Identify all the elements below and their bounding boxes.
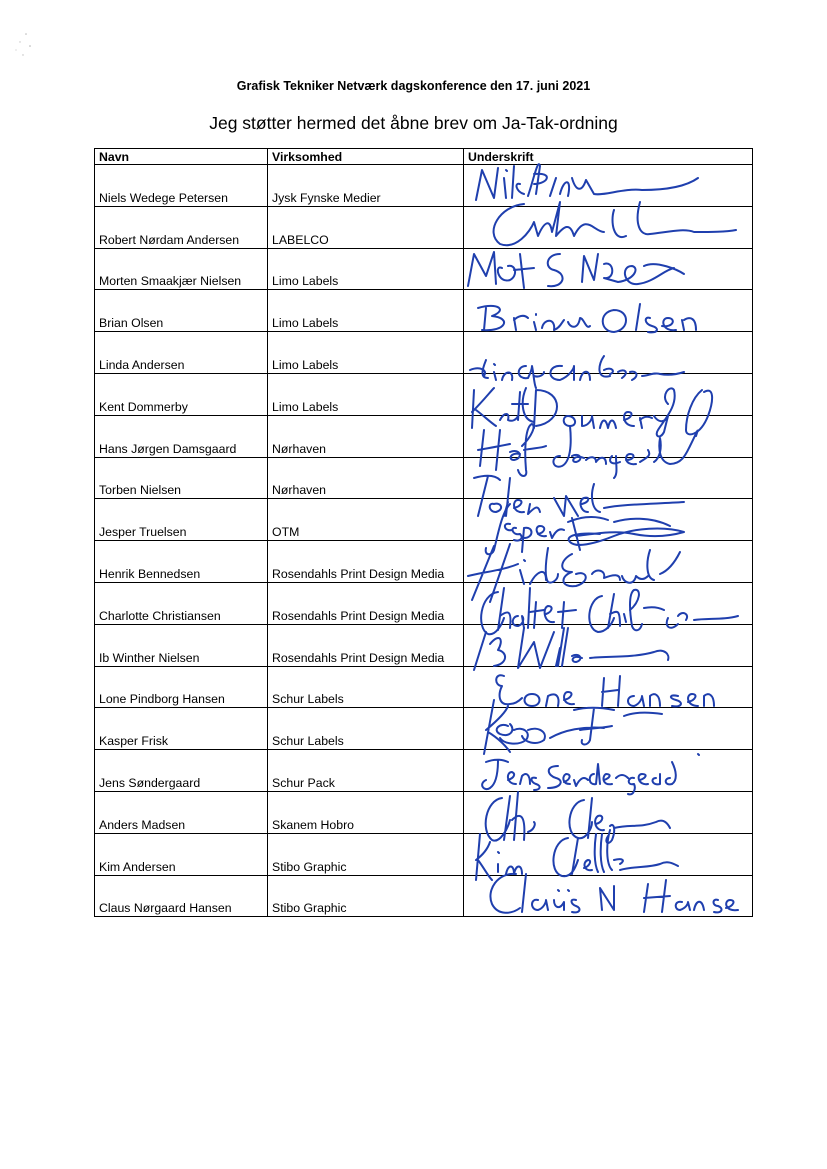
company-cell: Limo Labels [268, 248, 464, 290]
company-cell: OTM [268, 499, 464, 541]
signature-cell [464, 708, 753, 750]
signature-cell [464, 373, 753, 415]
company-cell: Rosendahls Print Design Media [268, 541, 464, 583]
name-cell: Linda Andersen [95, 332, 268, 374]
signature-cell [464, 206, 753, 248]
company-cell: Schur Labels [268, 666, 464, 708]
conference-title: Grafisk Tekniker Netværk dagskonference den 17. juni 2021 [236, 79, 591, 93]
name-cell: Jesper Truelsen [95, 499, 268, 541]
table-row [95, 499, 753, 541]
table-row [95, 373, 753, 415]
name-cell: Kent Dommerby [95, 373, 268, 415]
signature-cell [464, 332, 753, 374]
table-row [95, 708, 753, 750]
petition-statement: Jeg støtter hermed det åbne brev om Ja-Tak-ordning [209, 113, 618, 133]
name-cell: Brian Olsen [95, 290, 268, 332]
table-row [95, 833, 753, 875]
header-signature: Underskrift [464, 149, 753, 165]
signature-cell [464, 791, 753, 833]
table-row [95, 332, 753, 374]
company-cell: Limo Labels [268, 332, 464, 374]
signature-cell [464, 457, 753, 499]
header-company: Virksomhed [268, 149, 464, 165]
name-cell: Kim Andersen [95, 833, 268, 875]
name-cell: Charlotte Christiansen [95, 582, 268, 624]
company-cell: LABELCO [268, 206, 464, 248]
signature-cell [464, 624, 753, 666]
signature-cell [464, 582, 753, 624]
company-cell: Rosendahls Print Design Media [268, 582, 464, 624]
name-cell: Claus Nørgaard Hansen [95, 875, 268, 917]
name-cell: Henrik Bennedsen [95, 541, 268, 583]
table-row [95, 582, 753, 624]
signature-cell [464, 499, 753, 541]
scan-speck-marks [8, 28, 48, 68]
table-row [95, 666, 753, 708]
signature-cell [464, 248, 753, 290]
header-name: Navn [95, 149, 268, 165]
table-row [95, 791, 753, 833]
signature-cell [464, 750, 753, 792]
table-row [95, 290, 753, 332]
company-cell: Schur Pack [268, 750, 464, 792]
name-cell: Lone Pindborg Hansen [95, 666, 268, 708]
signature-cell [464, 666, 753, 708]
table-header-row [95, 149, 753, 165]
company-cell: Schur Labels [268, 708, 464, 750]
company-cell: Nørhaven [268, 457, 464, 499]
signature-cell [464, 415, 753, 457]
company-cell: Jysk Fynske Medier [268, 165, 464, 207]
company-cell: Nørhaven [268, 415, 464, 457]
name-cell: Jens Søndergaard [95, 750, 268, 792]
table-row [95, 457, 753, 499]
name-cell: Morten Smaakjær Nielsen [95, 248, 268, 290]
name-cell: Hans Jørgen Damsgaard [95, 415, 268, 457]
signature-cell [464, 833, 753, 875]
name-cell: Niels Wedege Petersen [95, 165, 268, 207]
signature-table [94, 148, 753, 917]
signature-cell [464, 541, 753, 583]
name-cell: Kasper Frisk [95, 708, 268, 750]
signature-cell [464, 875, 753, 917]
table-row [95, 206, 753, 248]
company-cell: Limo Labels [268, 290, 464, 332]
name-cell: Anders Madsen [95, 791, 268, 833]
table-row [95, 165, 753, 207]
table-row [95, 750, 753, 792]
signature-cell [464, 165, 753, 207]
name-cell: Robert Nørdam Andersen [95, 206, 268, 248]
company-cell: Stibo Graphic [268, 833, 464, 875]
table-row [95, 624, 753, 666]
company-cell: Stibo Graphic [268, 875, 464, 917]
company-cell: Skanem Hobro [268, 791, 464, 833]
signature-cell [464, 290, 753, 332]
name-cell: Ib Winther Nielsen [95, 624, 268, 666]
table-row [95, 875, 753, 917]
company-cell: Rosendahls Print Design Media [268, 624, 464, 666]
company-cell: Limo Labels [268, 373, 464, 415]
table-row [95, 541, 753, 583]
name-cell: Torben Nielsen [95, 457, 268, 499]
table-row [95, 415, 753, 457]
table-row [95, 248, 753, 290]
